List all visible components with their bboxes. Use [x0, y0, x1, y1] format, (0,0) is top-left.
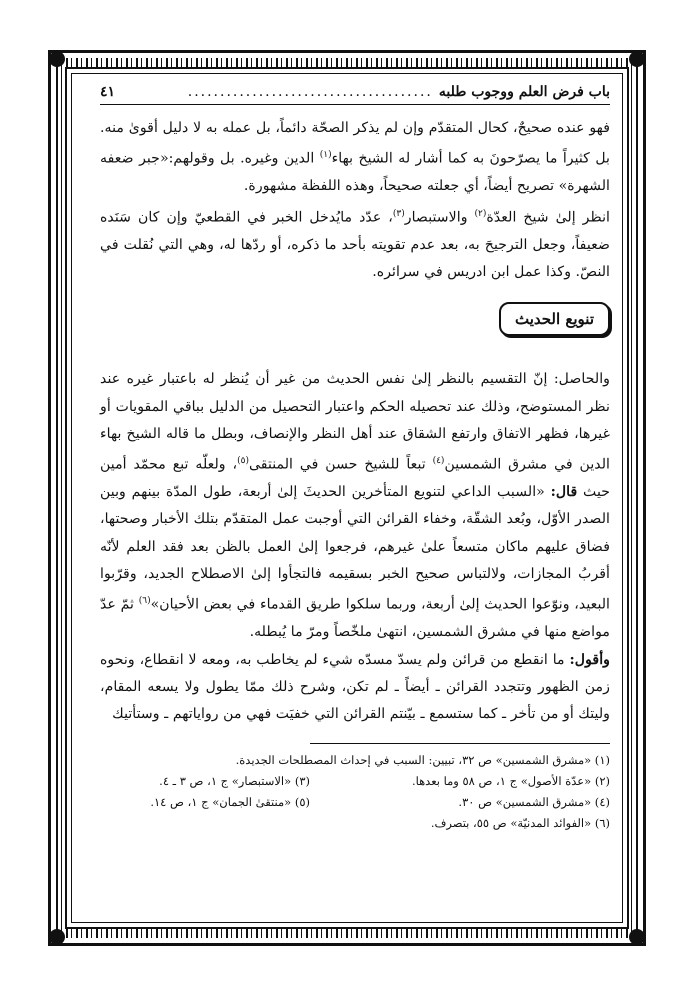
chapter-title: باب فرض العلم ووجوب طلبه: [438, 84, 610, 100]
footnote-ref: (٤): [432, 456, 445, 467]
footnote-3: (٣) «الاستبصار» ج ١، ص ٣ ـ ٤.: [159, 773, 310, 788]
footnote-6: (٦) «الفوائد المدنيّة» ص ٥٥، بتصرف.: [430, 815, 610, 830]
footnote-ref: (٢): [474, 208, 487, 219]
footnote-ref: (٦): [138, 596, 151, 607]
leader-dots: ......................................: [187, 84, 433, 100]
footnote-1: (١) «مشرق الشمسين» ص ٣٢، تبيين: السبب في إحداث المصطلحات الجديدة.: [235, 752, 610, 767]
footnote-5: (٥) «منتقىٰ الجمان» ج ١، ص ١٤.: [150, 794, 310, 809]
corner-ornament-icon: [49, 929, 65, 945]
footnote-divider: [310, 743, 610, 744]
paragraph-2: انظر إلىٰ شيخ العدّة$^{(٢)}$ والاستبصار$^{(٣)}$، عدّد مايُدخل الخبر في القطعيّ وإن كان سَنَده ضعيفاً، وجعل الترجيحَ به، بعد عدم تقويته بأحد ما ذكره، أو ردّها له، وهي التي نُقلت في النصّ. وكذا عمل ابن ادريس في سرائره.: [100, 208, 610, 280]
footnote-ref: (١): [319, 150, 332, 161]
paragraph-1: فهو عنده صحيحٌ، كحال المتقدّم وإن لم يذكر الصحّة دائماً، بل عمله به لا دليل أقوىٰ منه. بل كثيراً ما يصرّحونَ به كما أشار له الشيخ بهاء$^{(١)}$ الدين وغيره. بل وقولهم:«جبر ضعفه الشهرة» تصريح أيضاً، أي جعلته صحيحاً، وهذه اللفظة مشهورة.: [100, 120, 611, 195]
corner-ornament-icon: [49, 51, 65, 67]
footnote-ref: (٣): [392, 208, 405, 219]
corner-ornament-icon: [629, 929, 645, 945]
paragraph-4: وأقول: ما انقطع من قرائن ولم يسدّ مسدّه شيء لم يخاطب به، ومعه لا انقطاع، ونحوه زمن الظهور وتتجدد القرائن ـ أيضاً ـ لم تكن، وشرح ذلك ممّا يطول ولا يسعه المقام، وليتك أو من تأخر ـ كما ستسمع ـ بيّنتم القرائن التي خفيَت فهي من رواياتهم ـ وستأتيك: [100, 651, 610, 723]
section-heading: تنويع الحديث: [499, 302, 610, 336]
footnote-2: (٢) «عدّة الأصول» ج ١، ص ٥٨ وما بعدها.: [411, 773, 610, 788]
footnote-ref: (٥): [237, 456, 249, 467]
page-number: ٤١: [100, 84, 116, 100]
paragraph-3: والحاصل: إنّ التقسيم بالنظر إلىٰ نفس الحديث من غير أن يُنظر له باعتبار غيره عند نظر المستوضح، وذلك عند تحصيله الحكم واعتبار التحصيل من الدليل بباقي المقويات أو غيرها، فظهر الاتفاق وارتفع الشقاق عند أهل النظر والإنصاف، وبطل ما قاله الشيخ بهاء الدين في مشرق الشمسين$^{(٤)}$ تبعاً للشيخ حسن في المنتقى$^{(٥)}$، ولعلّه تبع محمّد أمين حيث قال: «السبب الداعي لتنويع المتأخرين الحديثَ إلىٰ أربعة، طول المدّة بينهم وبين الصدر الأوّل، وبُعد الشقّة، وخفاء القرائن التي أوجبت عمل المتقدّم بتلك الأخبار وصحتها، فضاق عليهم ماكان متسعاً علىٰ غيرهم، فرجعوا إلىٰ العمل بالظن بعد فقد العلم لأنّه أقربُ المجازات، ولالتباس صحيح الخبر بسقيمه فالتجأوا إلىٰ الاصطلاح الجديد، وقرّبوا البعيد، ونوّعوا الحديث إلىٰ أربعة، وربما سلكوا طريق القدماء في بعض الأحيان»$^{(٦)}$ ثمّ عدّ مواضع منها في مشرق الشمسين، انتهىٰ ملخّصاً ومرّ ما يُبطله.: [100, 371, 610, 641]
page-content: [100, 84, 610, 834]
footnote-4: (٤) «مشرق الشمسين» ص ٣٠.: [458, 794, 610, 809]
footnotes: [100, 750, 610, 834]
running-header: [100, 84, 610, 105]
corner-ornament-icon: [629, 51, 645, 67]
